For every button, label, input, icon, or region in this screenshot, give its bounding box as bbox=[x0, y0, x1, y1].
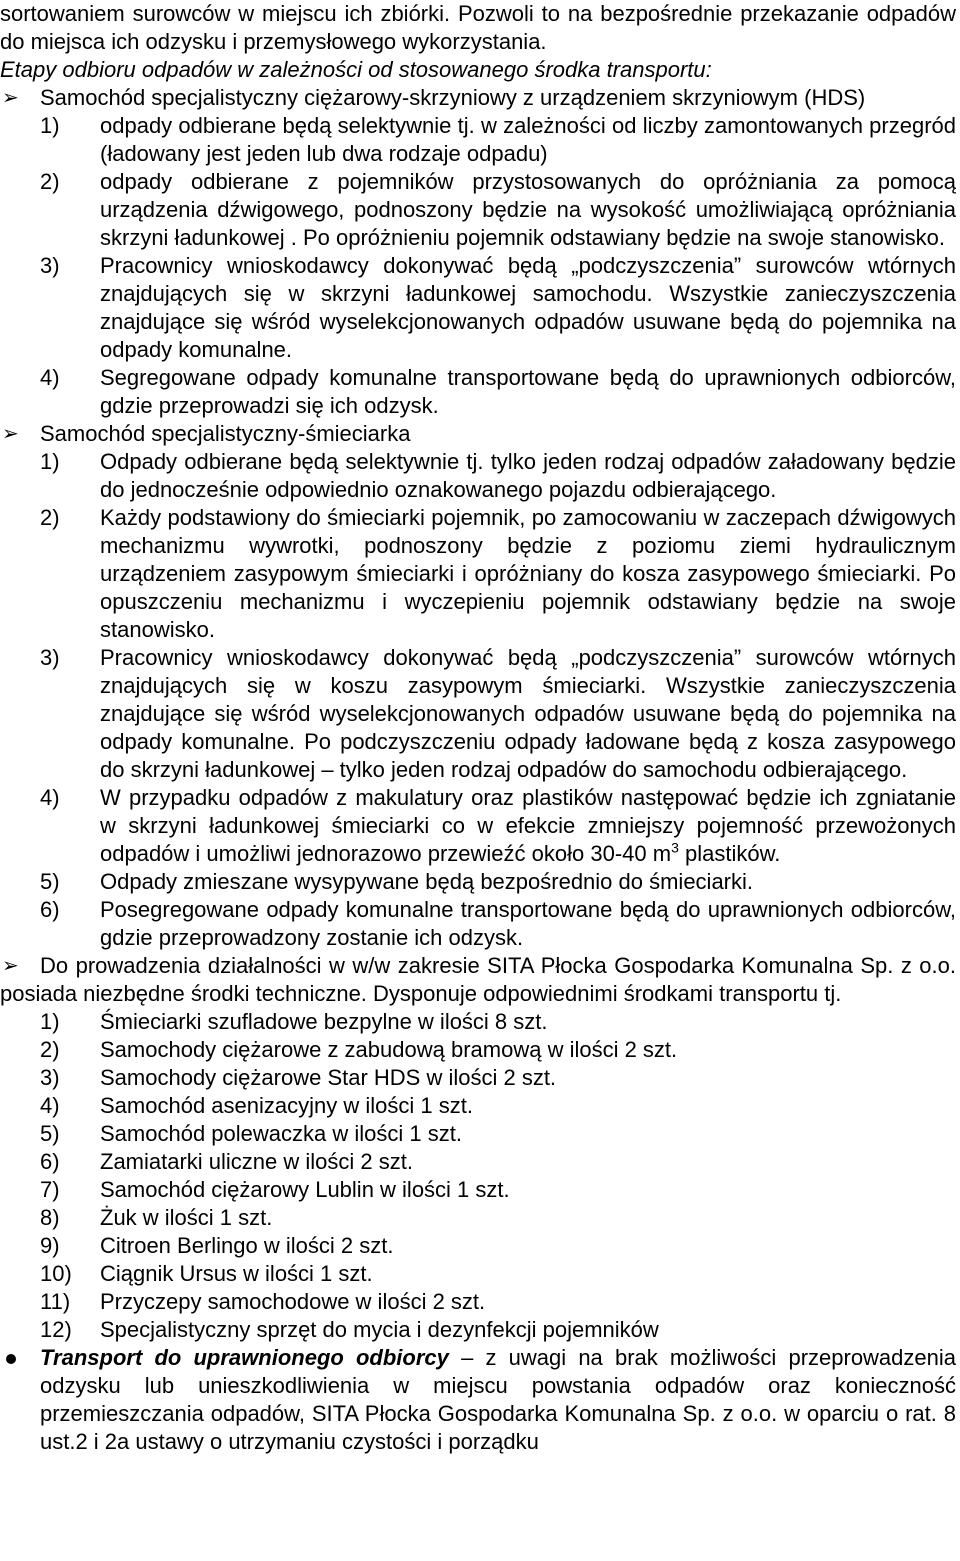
item-number: 6) bbox=[40, 1149, 60, 1174]
item-number: 9) bbox=[40, 1233, 60, 1258]
item-text: Posegregowane odpady komunalne transportowane będą do uprawnionych odbiorców, gdzie przeprowadzony zostanie ich odzysk. bbox=[100, 897, 956, 950]
list-item bbox=[0, 1288, 956, 1316]
section-transport bbox=[0, 1344, 956, 1456]
item-text: Żuk w ilości 1 szt. bbox=[100, 1205, 273, 1230]
list-item bbox=[0, 784, 956, 868]
list-item bbox=[0, 252, 956, 364]
item-text: Odpady odbierane będą selektywnie tj. tylko jeden rodzaj odpadów załadowany będzie do jednocześnie odpowiednio oznakowanego pojazdu odbierającego. bbox=[100, 449, 956, 502]
arrowhead-bullet-icon: ➢ bbox=[2, 423, 19, 445]
item-text: Ciągnik Ursus w ilości 1 szt. bbox=[100, 1261, 373, 1286]
superscript: 3 bbox=[671, 839, 679, 856]
item-text: odpady odbierane z pojemników przystosowanych do opróżniania za pomocą urządzenia dźwigowego, podnoszony będzie na wysokość umożliwiającą opróżniania skrzyni ładunkowej . Po opróżnieniu pojemnik odstawiany będzie na swoje stanowisko. bbox=[100, 169, 956, 250]
arrowhead-bullet-icon: ➢ bbox=[2, 955, 19, 977]
list-item bbox=[0, 896, 956, 952]
list-item bbox=[0, 168, 956, 252]
item-number: 2) bbox=[40, 169, 60, 194]
item-text: Segregowane odpady komunalne transportowane będą do uprawnionych odbiorców, gdzie przeprowadzi się ich odzysk. bbox=[100, 365, 956, 418]
equipment-list bbox=[0, 1008, 956, 1344]
section-truck-hds bbox=[0, 84, 956, 112]
arrowhead-bullet-icon: ➢ bbox=[2, 87, 19, 109]
list-item bbox=[0, 644, 956, 784]
item-number: 3) bbox=[40, 1065, 60, 1090]
item-text: Zamiatarki uliczne w ilości 2 szt. bbox=[100, 1149, 413, 1174]
item-text: Specjalistyczny sprzęt do mycia i dezynfekcji pojemników bbox=[100, 1317, 659, 1342]
list-item bbox=[0, 1260, 956, 1288]
item-text: Samochody ciężarowe Star HDS w ilości 2 szt. bbox=[100, 1065, 557, 1090]
list-item bbox=[0, 868, 956, 896]
item-text: odpady odbierane będą selektywnie tj. w zależności od liczby zamontowanych przegród (ładowany jest jeden lub dwa rodzaje odpadu) bbox=[100, 113, 956, 166]
transport-text: z uwagi na brak możliwości przeprowadzenia odzysku lub unieszkodliwienia w miejscu powstania odpadów oraz konieczność przemieszczania odpadów, SITA Płocka Gospodarka Komunalna Sp. z o.o. w oparciu o rat. 8 ust.2 i 2a ustawy o utrzymaniu czystości i porządku bbox=[40, 1345, 957, 1454]
item-text-tail: plastików. bbox=[678, 841, 781, 866]
item-text: Pracownicy wnioskodawcy dokonywać będą „podczyszczenia” surowców wtórnych znajdujących się w skrzyni ładunkowej samochodu. Wszystkie zanieczyszczenia znajdujące się wśród wyselekcjonowanych odpadów usuwane będą do pojemnika na odpady komunalne. bbox=[100, 253, 956, 362]
item-number: 1) bbox=[40, 449, 60, 474]
section-garbage-truck bbox=[0, 420, 956, 448]
list-item bbox=[0, 504, 956, 644]
item-number: 12) bbox=[40, 1317, 72, 1342]
item-number: 4) bbox=[40, 1093, 60, 1118]
item-number: 11) bbox=[40, 1289, 71, 1314]
section-title: Samochód specjalistyczny ciężarowy-skrzyniowy z urządzeniem skrzyniowym (HDS) bbox=[40, 85, 866, 110]
list-item bbox=[0, 1120, 956, 1148]
list-item bbox=[0, 1232, 956, 1260]
list-item bbox=[0, 1008, 956, 1036]
list-item bbox=[0, 1092, 956, 1120]
list-item bbox=[0, 1316, 956, 1344]
list-item bbox=[0, 112, 956, 168]
item-text: W przypadku odpadów z makulatury oraz plastików następować będzie ich zgniatanie w skrzyni ładunkowej śmieciarki co w efekcie zmniejszy pojemność przewożonych odpadów i umożliwi jednorazowo przewieźć około 30-40 m bbox=[100, 785, 956, 866]
transport-paragraph bbox=[40, 1344, 956, 1456]
section-title: Do prowadzenia działalności w w/w zakresie SITA Płocka Gospodarka Komunalna Sp. z o.o. posiada niezbędne środki techniczne. Dysponuje odpowiednimi środkami transportu tj. bbox=[0, 953, 956, 1006]
section-title: Samochód specjalistyczny-śmieciarka bbox=[40, 421, 411, 446]
section1-list bbox=[0, 112, 956, 420]
list-item bbox=[0, 1148, 956, 1176]
item-text: Przyczepy samochodowe w ilości 2 szt. bbox=[100, 1289, 486, 1314]
item-number: 3) bbox=[40, 645, 60, 670]
item-number: 3) bbox=[40, 253, 60, 278]
round-bullet-icon bbox=[6, 1354, 16, 1364]
item-number: 5) bbox=[40, 1121, 60, 1146]
item-text: Samochód polewaczka w ilości 1 szt. bbox=[100, 1121, 462, 1146]
item-text: Samochody ciężarowe z zabudową bramową w ilości 2 szt. bbox=[100, 1037, 678, 1062]
item-text: Śmieciarki szufladowe bezpylne w ilości 8 szt. bbox=[100, 1009, 548, 1034]
item-number: 4) bbox=[40, 785, 60, 810]
dash: – bbox=[448, 1345, 486, 1370]
item-number: 7) bbox=[40, 1177, 60, 1202]
item-number: 4) bbox=[40, 365, 60, 390]
item-text: Citroen Berlingo w ilości 2 szt. bbox=[100, 1233, 394, 1258]
list-item bbox=[0, 1204, 956, 1232]
list-item bbox=[0, 1036, 956, 1064]
item-number: 1) bbox=[40, 113, 60, 138]
item-number: 6) bbox=[40, 897, 60, 922]
item-text: Odpady zmieszane wysypywane będą bezpośrednio do śmieciarki. bbox=[100, 869, 754, 894]
list-item bbox=[0, 364, 956, 420]
item-text: Pracownicy wnioskodawcy dokonywać będą „podczyszczenia” surowców wtórnych znajdujących się w koszu zasypowym śmieciarki. Wszystkie zanieczyszczenia znajdujące się wśród wyselekcjonowanych odpadów usuwane będą do pojemnika na odpady komunalne. Po podczyszczeniu odpady ładowane będą z kosza zasypowego do skrzyni ładunkowej – tylko jeden rodzaj odpadów do samochodu odbierającego. bbox=[100, 645, 956, 782]
section2-list bbox=[0, 448, 956, 952]
transport-lead: Transport do uprawnionego odbiorcy bbox=[40, 1345, 449, 1370]
item-text: Każdy podstawiony do śmieciarki pojemnik, po zamocowaniu w zaczepach dźwigowych mechanizmu wywrotki, podnoszony będzie z poziomu ziemi hydraulicznym urządzeniem zasypowym śmieciarki i opróżniany do kosza zasypowego śmieciarki. Po opuszczeniu mechanizmu i wyczepieniu pojemnik odstawiany będzie na swoje stanowisko. bbox=[100, 505, 956, 642]
item-number: 1) bbox=[40, 1009, 60, 1034]
item-text: Samochód ciężarowy Lublin w ilości 1 szt. bbox=[100, 1177, 510, 1202]
item-number: 2) bbox=[40, 505, 60, 530]
item-number: 8) bbox=[40, 1205, 60, 1230]
item-number: 2) bbox=[40, 1037, 60, 1062]
stages-heading: Etapy odbioru odpadów w zależności od stosowanego środka transportu: bbox=[0, 57, 712, 82]
list-item bbox=[0, 1064, 956, 1092]
section-equipment bbox=[0, 952, 956, 1008]
list-item bbox=[0, 1176, 956, 1204]
item-text: Samochód asenizacyjny w ilości 1 szt. bbox=[100, 1093, 473, 1118]
intro-paragraph: sortowaniem surowców w miejscu ich zbiórki. Pozwoli to na bezpośrednie przekazanie odpadów do miejsca ich odzysku i przemysłowego wykorzystania. bbox=[0, 1, 956, 54]
list-item bbox=[0, 448, 956, 504]
item-number: 5) bbox=[40, 869, 60, 894]
item-number: 10) bbox=[40, 1261, 72, 1286]
